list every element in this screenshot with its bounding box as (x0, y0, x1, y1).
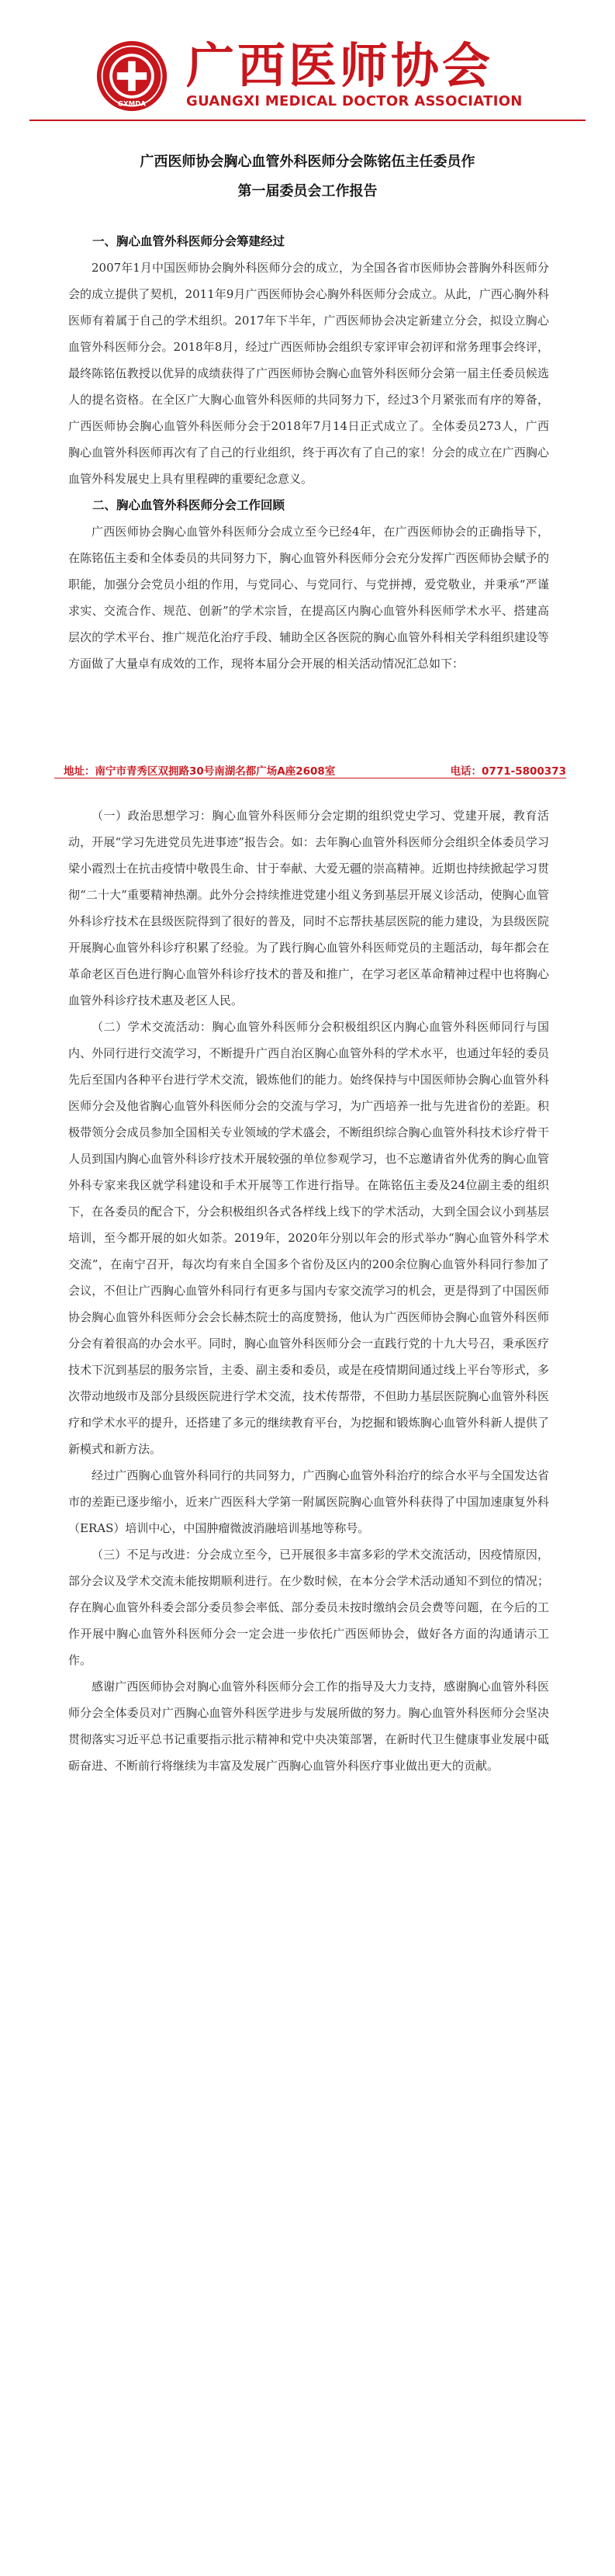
report-title-line1: 广西医师协会胸心血管外科医师分会陈铭伍主任委员作 (140, 154, 475, 170)
header-divider (29, 120, 586, 121)
brand-name-cn: 广西医师协会 (186, 37, 494, 94)
section2-heading: 二、胸心血管外科医师分会工作回顾 (92, 498, 285, 512)
address-text: 地址：南宁市青秀区双拥路30号南湖名都广场A座2608室 (64, 765, 336, 778)
section2-item-thanks: 感谢广西医师协会对胸心血管外科医师分会工作的指导及大力支持，感谢胸心血管外科医师分会全体委员对广西胸心血管外科医学进步与发展所做的努力。胸心血管外科医师分会坚决贯彻落实习近平总书记重要指示批示精神和党中央决策部署，在新时代卫生健康事业发展中砥砺奋进、不断前行将继续为丰富及发展广西胸心血管外科医疗事业做出更大的贡献。 (68, 1680, 549, 1773)
section2-item-political: （一）政治思想学习：胸心血管外科医师分会定期的组织党史学习、党建开展，教育活动，开展“学习先进党员先进事迹”报告会。如：去年胸心血管外科医师分会组织全体委员学习梁小霞烈士在抗击疫情中敬畏生命、甘于奉献、大爱无疆的崇高精神。近期也持续掀起学习贯彻“二十大”重要精神热潮。此外分会持续推进党建小组义务到基层开展义诊活动，使胸心血管外科诊疗技术在县级医院得到了很好的普及，同时不忘帮扶基层医院的能力建设，为县级医院开展胸心血管外科诊疗积累了经验。为了践行胸心血管外科医师党员的主题活动，每年都会在革命老区百色进行胸心血管外科诊疗技术的普及和推广，在学习老区革命精神过程中也将胸心血管外科诊疗技术惠及老区人民。 (68, 809, 549, 1007)
section2-item-academic: （二）学术交流活动：胸心血管外科医师分会积极组织区内胸心血管外科医师同行与国内、外同行进行交流学习，不断提升广西自治区胸心血管外科的学术水平，也通过年轻的委员先后至国内各种平台进行学术交流，锻炼他们的能力。始终保持与中国医师协会胸心血管外科医师分会及他省胸心血管外科医师分会的交流与学习，为广西培养一批与先进省份的差距。积极带领分会成员参加全国相关专业领域的学术盛会，不断组织综合胸心血管外科技术诊疗骨干人员到国内胸心血管外科诊疗技术开展较强的单位参观学习，也不忘邀请省外优秀的胸心血管外科专家来我区就学科建设和手术开展等工作进行指导。在陈铭伍主委及24位副主委的组织下，在各委员的配合下，分会积极组织各式各样线上线下的学术活动，大到全国会议小到基层培训，至今都开展的如火如荼。2019年，2020年分别以年会的形式举办“胸心血管外科学术交流”，在南宁召开，每次均有来自全国多个省份及区内的200余位胸心血管外科同行参加了会议，不但让广西胸心血管外科同行有更多与国内专家交流学习的机会，更是得到了中国医师协会胸心血管外科医师分会会长赫杰院士的高度赞扬，他认为广西医师协会胸心血管外科医师分会有着很高的办会水平。同时，胸心血管外科医师分会一直践行党的十九大号召，秉承医疗技术下沉到基层的服务宗旨，主委、副主委和委员，或是在疫情期间通过线上平台等形式，多次带动地级市及部分县级医院进行学术交流，技术传帮带，不但助力基层医院胸心血管外科医疗和学术水平的提升，还搭建了多元的继续教育平台，为挖掘和锻炼胸心血管外科新人提供了新模式和新方法。 (68, 1020, 549, 1456)
letterhead (0, 0, 615, 116)
phone-text: 电话：0771-5800373 (450, 765, 566, 778)
address-bar (54, 761, 566, 778)
page-two-body (68, 803, 549, 2538)
section1-heading: 一、胸心血管外科医师分会筹建经过 (92, 234, 285, 248)
section2-item-achievement: 经过广西胸心血管外科同行的共同努力，广西胸心血管外科治疗的综合水平与全国发达省市的差距已逐步缩小，近来广西医科大学第一附属医院胸心血管外科获得了中国加速康复外科（ERAS）培训中心，中国肿瘤微波消融培训基地等称号。 (68, 1468, 549, 1535)
brand-name-en: GUANGXI MEDICAL DOCTOR ASSOCIATION (186, 93, 523, 109)
section2-intro: 广西医师协会胸心血管外科医师分会成立至今已经4年，在广西医师协会的正确指导下，在陈铭伍主委和全体委员的共同努力下，胸心血管外科医师分会充分发挥广西医师协会赋予的职能，加强分会党员小组的作用，与党同心、与党同行、与党拼搏，爱党敬业，并秉承“严谨求实、交流合作、规范、创新”的学术宗旨，在提高区内胸心血管外科医师学术水平、搭建高层次的学术平台、推广规范化治疗手段、辅助全区各医院的胸心血管外科相关学科组织建设等方面做了大量卓有成效的工作，现将本届分会开展的相关活动情况汇总如下： (68, 525, 549, 671)
section1-paragraph: 2007年1月中国医师协会胸外科医师分会的成立，为全国各省市医师协会普胸外科医师分会的成立提供了契机，2011年9月广西医师协会心胸外科医师分会成立。从此，广西心胸外科医师有着属于自己的学术组织。2017年下半年，广西医师协会决定新建立分会，拟设立胸心血管外科医师分会。2018年8月，经过广西医师协会组织专家评审会初评和常务理事会终评，最终陈铭伍教授以优异的成绩获得了广西医师协会胸心血管外科医师分会第一届主任委员候选人的提名资格。在全区广大胸心血管外科医师的共同努力下，经过3个月紧张而有序的筹备，广西医师协会胸心血管外科医师分会于2018年7月14日正式成立了。全体委员273人，广西胸心血管外科医师再次有了自己的行业组织，终于再次有了自己的家！分会的成立在广西胸心血管外科发展史上具有里程碑的重要纪念意义。 (68, 261, 549, 486)
report-title-line2: 第一届委员会工作报告 (237, 183, 378, 199)
section2-item-shortcomings: （三）不足与改进：分会成立至今，已开展很多丰富多彩的学术交流活动，因疫情原因，部分会议及学术交流未能按期顺利进行。在少数时候，在本分会学术活动通知不到位的情况；存在胸心血管外科委会部分委员参会率低、部分委员未按时缴纳会员会费等问题，在今后的工作开展中胸心血管外科医师分会一定会进一步依托广西医师协会，做好各方面的沟通请示工作。 (68, 1548, 549, 1667)
association-logo-icon (95, 39, 169, 113)
logo-text: GXMDA (117, 100, 147, 109)
